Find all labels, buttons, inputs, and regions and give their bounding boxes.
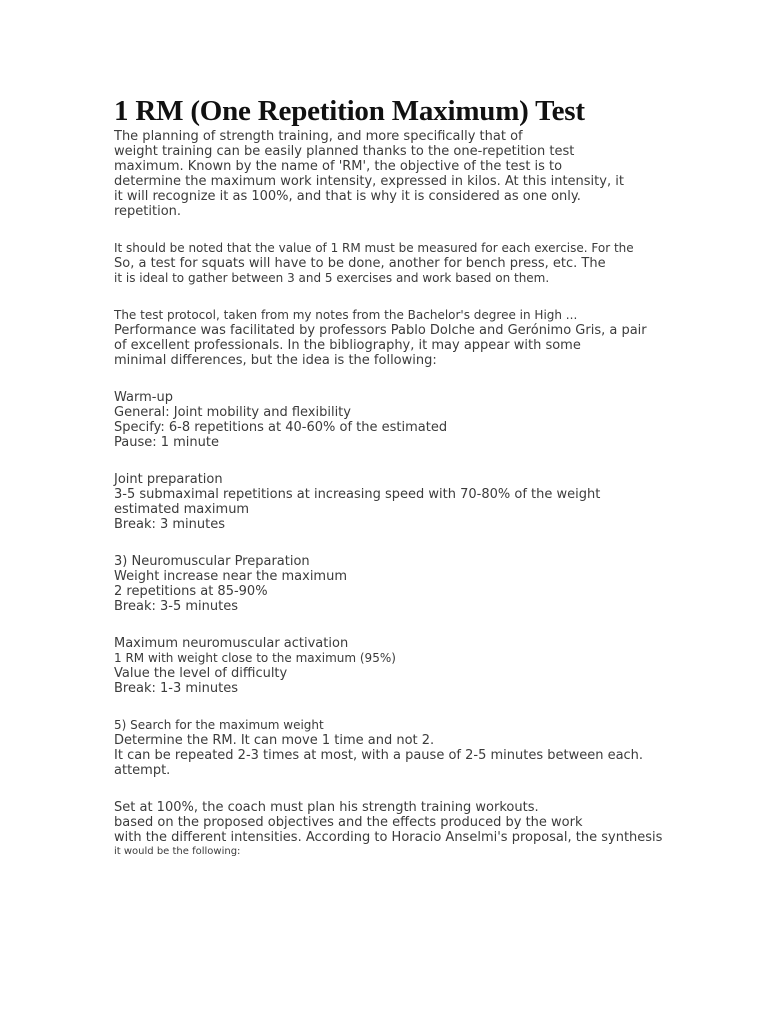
document-title: 1 RM (One Repetition Maximum) Test	[114, 95, 585, 127]
text-line: The test protocol, taken from my notes from the Bachelor's degree in High ...	[114, 308, 578, 322]
document-content	[114, 94, 674, 858]
section-heading: Joint preparation	[114, 472, 223, 487]
text-line: It should be noted that the value of 1 RM must be measured for each exercise. For the	[114, 241, 634, 255]
text-line: General: Joint mobility and flexibility	[114, 405, 351, 420]
text-line: Value the level of difficulty	[114, 666, 288, 681]
text-line: Determine the RM. It can move 1 time and not 2.	[114, 733, 435, 748]
section-heading: Maximum neuromuscular activation	[114, 636, 349, 651]
section-neuromuscular-activation	[114, 636, 674, 696]
paragraph-note	[114, 241, 674, 286]
text-line: 3-5 submaximal repetitions at increasing speed with 70-80% of the weight	[114, 487, 601, 502]
section-heading: 3) Neuromuscular Preparation	[114, 554, 310, 569]
text-line: of excellent professionals. In the bibliography, it may appear with some	[114, 338, 581, 353]
text-line: The planning of strength training, and more specifically that of	[114, 129, 523, 144]
text-line: determine the maximum work intensity, expressed in kilos. At this intensity, it	[114, 174, 624, 189]
text-line: Performance was facilitated by professors Pablo Dolche and Gerónimo Gris, a pair	[114, 323, 647, 338]
text-line: attempt.	[114, 763, 171, 778]
text-line: Break: 1-3 minutes	[114, 681, 238, 696]
text-line: Break: 3-5 minutes	[114, 599, 238, 614]
section-warm-up	[114, 390, 674, 450]
text-line: maximum. Known by the name of 'RM', the objective of the test is to	[114, 159, 563, 174]
text-line: it will recognize it as 100%, and that is why it is considered as one only.	[114, 189, 581, 204]
text-line: Set at 100%, the coach must plan his strength training workouts.	[114, 800, 539, 815]
text-line: it is ideal to gather between 3 and 5 exercises and work based on them.	[114, 271, 550, 285]
section-heading: Warm-up	[114, 390, 173, 405]
text-line: Weight increase near the maximum	[114, 569, 347, 584]
text-line: repetition.	[114, 204, 182, 219]
section-neuromuscular-preparation	[114, 554, 674, 614]
text-line: minimal differences, but the idea is the following:	[114, 353, 437, 368]
text-line: Break: 3 minutes	[114, 517, 226, 532]
section-search-maximum-weight	[114, 718, 674, 778]
section-heading: 5) Search for the maximum weight	[114, 718, 324, 732]
text-line: So, a test for squats will have to be done, another for bench press, etc. The	[114, 256, 606, 271]
text-line: 1 RM with weight close to the maximum (95%)	[114, 651, 396, 665]
text-line: weight training can be easily planned thanks to the one-repetition test	[114, 144, 575, 159]
text-line: It can be repeated 2-3 times at most, with a pause of 2-5 minutes between each.	[114, 748, 644, 763]
paragraph-protocol	[114, 308, 674, 368]
paragraph-closing	[114, 800, 674, 858]
text-line: Pause: 1 minute	[114, 435, 219, 450]
section-joint-preparation	[114, 472, 674, 532]
text-line: it would be the following:	[114, 846, 241, 857]
text-line: estimated maximum	[114, 502, 250, 517]
text-line: based on the proposed objectives and the effects produced by the work	[114, 815, 583, 830]
paragraph-intro	[114, 129, 674, 219]
text-line: with the different intensities. According to Horacio Anselmi's proposal, the synthesis	[114, 830, 663, 845]
text-line: Specify: 6-8 repetitions at 40-60% of the estimated	[114, 420, 448, 435]
text-line: 2 repetitions at 85-90%	[114, 584, 268, 599]
